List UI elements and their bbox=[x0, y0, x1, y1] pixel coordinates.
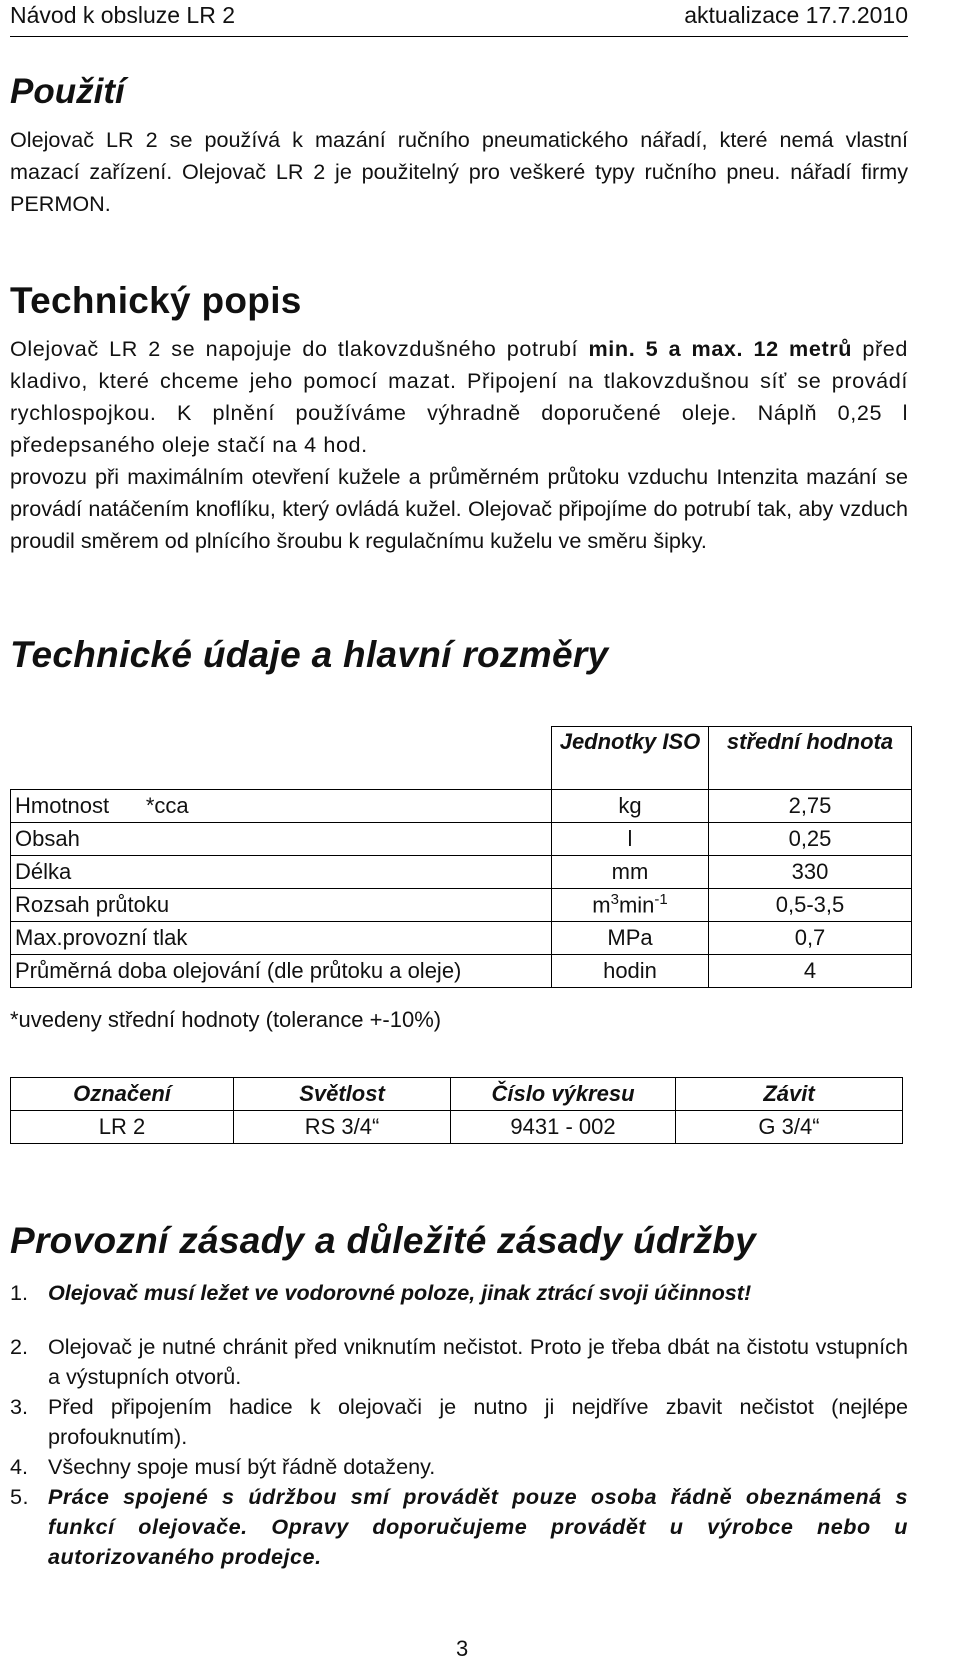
specs-header-row bbox=[11, 727, 912, 790]
unit-exponent: 3 bbox=[610, 891, 619, 909]
specs-footnote: *uvedeny střední hodnoty (tolerance +-10%) bbox=[10, 1007, 442, 1032]
designation-header-row bbox=[11, 1078, 903, 1111]
list-item-text: Před připojením hadice k olejovači je nutno ji nejdříve zbavit nečistot (nejlépe profouknutím). bbox=[48, 1394, 908, 1449]
spec-value: 0,7 bbox=[709, 922, 912, 955]
list-item-text: Všechny spoje musí být řádně dotaženy. bbox=[48, 1454, 436, 1479]
spec-value: 330 bbox=[709, 856, 912, 889]
header-title: Návod k obsluze LR 2 bbox=[10, 2, 236, 28]
list-item-number: 1. bbox=[10, 1280, 29, 1305]
unit-exponent: -1 bbox=[654, 891, 668, 909]
page-number: 3 bbox=[456, 1636, 469, 1661]
list-item bbox=[10, 1452, 908, 1482]
list-item-number: 3. bbox=[10, 1394, 29, 1419]
designation-cell: LR 2 bbox=[11, 1111, 234, 1144]
designation-cell: RS 3/4“ bbox=[234, 1111, 451, 1144]
tech-text-post: před kladivo, které chceme jeho pomocí mazat. Připojení na tlakovzdušnou síť se provádí rychlospojkou. K plnění používáme výhradně doporučené oleje. Náplň 0,25 l předepsaného oleje stačí na 4 hod. bbox=[10, 336, 908, 457]
tech-text-bold: min. 5 a max. 12 metrů bbox=[588, 336, 853, 361]
spec-label: Max.provozní tlak bbox=[11, 922, 552, 955]
usage-paragraph: Olejovač LR 2 se používá k mazání ručního pneumatického nářadí, které nemá vlastní mazací zařízení. Olejovač LR 2 je použitelný pro veškeré typy ručního pneu. nářadí firmy PERMON. bbox=[10, 127, 908, 216]
table-row bbox=[11, 889, 912, 922]
unit-mid: min bbox=[618, 892, 655, 918]
table-row bbox=[11, 790, 912, 823]
header-divider bbox=[10, 36, 908, 37]
spec-label: Hmotnost *cca bbox=[11, 790, 552, 823]
list-item-number: 5. bbox=[10, 1484, 30, 1509]
unit-base: m bbox=[592, 892, 611, 918]
designation-col-bore: Světlost bbox=[234, 1078, 451, 1111]
maintenance-list bbox=[10, 1278, 908, 1572]
list-item bbox=[10, 1392, 908, 1452]
spec-unit: kg bbox=[552, 790, 709, 823]
section-title-usage: Použití bbox=[10, 72, 125, 111]
designation-col-name: Označení bbox=[11, 1078, 234, 1111]
section-title-technical-description: Technický popis bbox=[10, 280, 302, 321]
list-item-number: 2. bbox=[10, 1334, 29, 1359]
table-row bbox=[11, 1111, 903, 1144]
spec-unit: hodin bbox=[552, 955, 709, 988]
table-row bbox=[11, 856, 912, 889]
table-row bbox=[11, 955, 912, 988]
section-title-specs: Technické údaje a hlavní rozměry bbox=[10, 634, 609, 675]
list-item-number: 4. bbox=[10, 1454, 29, 1479]
table-row bbox=[11, 922, 912, 955]
spec-label: Délka bbox=[11, 856, 552, 889]
tech-paragraph-1 bbox=[10, 333, 908, 461]
spec-value: 0,25 bbox=[709, 823, 912, 856]
spec-value: 2,75 bbox=[709, 790, 912, 823]
spec-unit bbox=[552, 889, 709, 922]
designation-cell: 9431 - 002 bbox=[451, 1111, 676, 1144]
table-row bbox=[11, 823, 912, 856]
list-item-text: Olejovač je nutné chránit před vniknutím nečistot. Proto je třeba dbát na čistotu vstupních a výstupních otvorů. bbox=[48, 1334, 908, 1389]
designation-col-thread: Závit bbox=[676, 1078, 903, 1111]
specs-table bbox=[10, 726, 912, 988]
spec-unit: mm bbox=[552, 856, 709, 889]
tech-paragraph-2: provozu při maximálním otevření kužele a průměrném průtoku vzduchu Intenzita mazání se provádí natáčením knoflíku, který ovládá kužel. Olejovač připojíme do potrubí tak, aby vzduch proudil směrem od plnícího šroubu k regulačnímu kuželu ve směru šipky. bbox=[10, 464, 908, 553]
list-item bbox=[10, 1482, 908, 1572]
header-date: aktualizace 17.7.2010 bbox=[684, 2, 908, 28]
spec-label: Rozsah průtoku bbox=[11, 889, 552, 922]
spec-value: 4 bbox=[709, 955, 912, 988]
specs-col-unit: Jednotky ISO bbox=[552, 727, 709, 790]
list-item-text: Práce spojené s údržbou smí provádět pouze osoba řádně obeznámená s funkcí olejovače. Opravy doporučujeme provádět u výrobce nebo u autorizovaného prodejce. bbox=[48, 1484, 908, 1569]
section-title-maintenance: Provozní zásady a důležité zásady údržby bbox=[10, 1220, 757, 1261]
list-item bbox=[10, 1332, 908, 1392]
spec-value: 0,5-3,5 bbox=[709, 889, 912, 922]
spec-unit: l bbox=[552, 823, 709, 856]
spec-unit: MPa bbox=[552, 922, 709, 955]
spec-label: Obsah bbox=[11, 823, 552, 856]
designation-cell: G 3/4“ bbox=[676, 1111, 903, 1144]
designation-col-drawing: Číslo výkresu bbox=[451, 1078, 676, 1111]
tech-text-pre: Olejovač LR 2 se napojuje do tlakovzdušného potrubí bbox=[10, 336, 589, 361]
designation-table bbox=[10, 1077, 903, 1144]
spec-label: Průměrná doba olejování (dle průtoku a oleje) bbox=[11, 955, 552, 988]
list-item-text: Olejovač musí ležet ve vodorovné poloze, jinak ztrácí svoji účinnost! bbox=[48, 1280, 752, 1305]
specs-col-value: střední hodnota bbox=[709, 727, 912, 790]
document-page bbox=[10, 0, 950, 1667]
list-item bbox=[10, 1278, 908, 1308]
